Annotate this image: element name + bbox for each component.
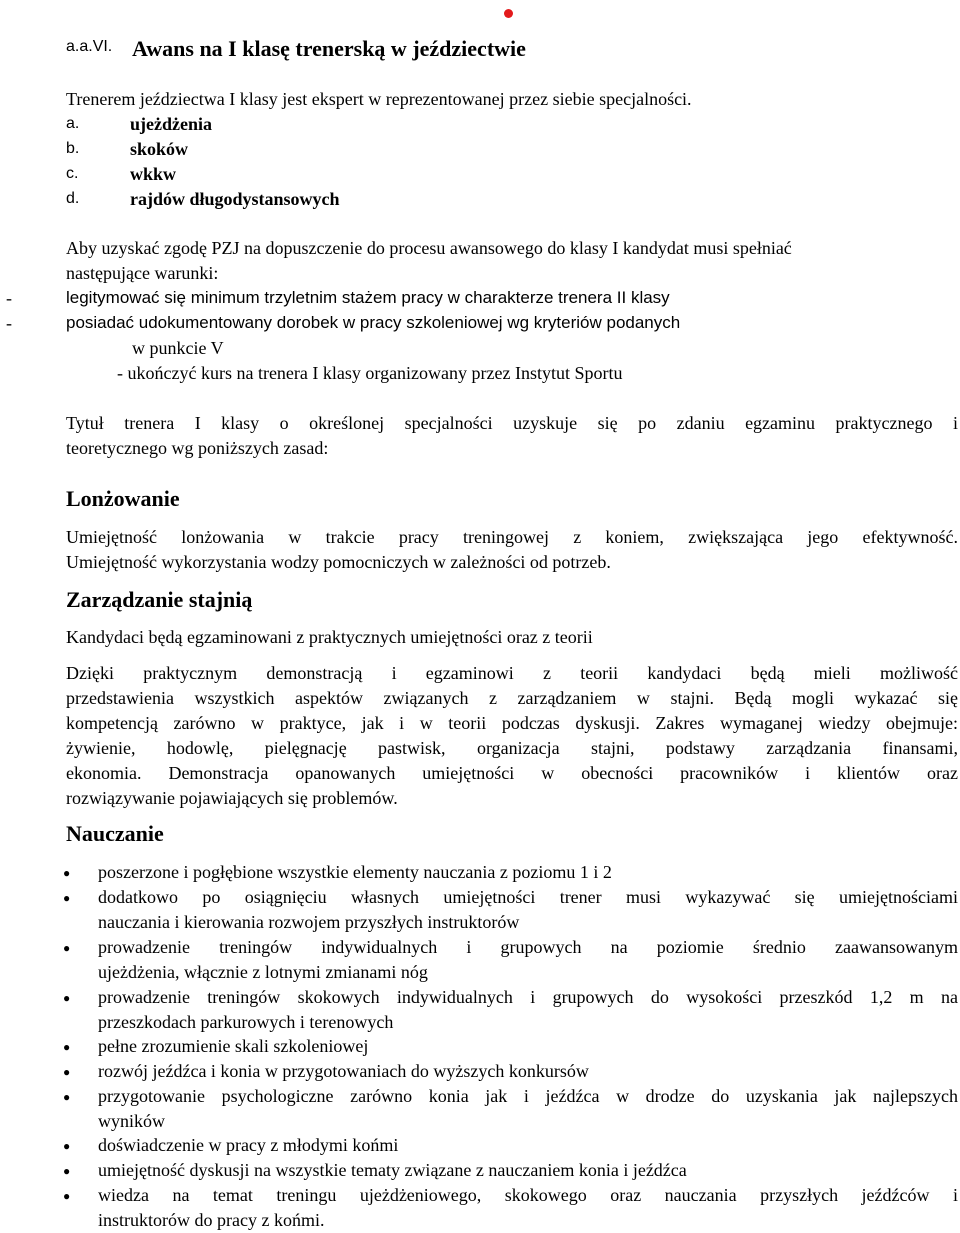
lonzowanie-text: Umiejętność lonżowania w trakcie pracy treningowej z koniem, zwiększająca jego efektywność. [66,527,958,547]
bullet-icon: ● [63,1189,71,1203]
nauczanie-item: przygotowanie psychologiczne zarówno konia jak i jeźdźca w drodze do uzyskania jak najlepszych [98,1086,958,1106]
condition-item: posiadać udokumentowany dorobek w pracy szkoleniowej wg kryteriów podanych [66,313,681,332]
nauczanie-item: nauczania i kierowania rozwojem przyszłych instruktorów [98,912,520,932]
dash-marker: - [6,288,12,308]
nauczanie-item: pełne zrozumienie skali szkoleniowej [98,1036,369,1056]
nauczanie-item: wiedza na temat treningu ujeżdżeniowego, skokowego oraz nauczania przyszłych jeźdźców i [98,1185,958,1205]
nauczanie-item: doświadczenie w pracy z młodymi końmi [98,1135,399,1155]
specialty-marker: d. [66,190,80,207]
nauczanie-item: poszerzone i pogłębione wszystkie elementy nauczania z poziomu 1 i 2 [98,862,612,882]
zarzadzanie-paragraph-line: Dzięki praktycznym demonstracją i egzaminowi z teorii kandydaci będą mieli możliwość [66,663,958,683]
specialty-marker: a. [66,115,80,132]
red-dot-marker [504,9,513,18]
zarzadzanie-paragraph-line: ekonomia. Demonstracja opanowanych umiejętności w obecności pracowników i klientów oraz [66,763,958,783]
nauczanie-item: rozwój jeźdźca i konia w przygotowaniach do wyższych konkursów [98,1061,589,1081]
bullet-icon: ● [63,866,71,880]
bullet-icon: ● [63,1065,71,1079]
zarzadzanie-heading: Zarządzanie stajnią [66,587,253,612]
specialty-item: skoków [130,139,189,159]
specialty-item: wkkw [130,164,177,184]
nauczanie-item: ujeżdżenia, włącznie z lotnymi zmianami nóg [98,962,428,982]
lonzowanie-text: Umiejętność wykorzystania wodzy pomocniczych w zależności od potrzeb. [66,552,611,572]
specialty-marker: b. [66,140,80,157]
section-number: a.a.VI. [66,38,113,55]
nauczanie-item: przeszkodach parkurowych i terenowych [98,1012,394,1032]
section-title: Awans na I klasę trenerską w jeździectwie [132,36,526,61]
condition-item: legitymować się minimum trzyletnim stażem pracy w charakterze trenera II klasy [66,288,670,307]
bullet-icon: ● [63,941,71,955]
conditions-intro: Aby uzyskać zgodę PZJ na dopuszczenie do procesu awansowego do klasy I kandydat musi spełniać [66,238,792,258]
lonzowanie-heading: Lonżowanie [66,486,180,511]
conditions-intro: następujące warunki: [66,263,219,283]
title-paragraph: Tytuł trenera I klasy o określonej specjalności uzyskuje się po zdaniu egzaminu praktycznego i [66,413,958,433]
zarzadzanie-paragraph-line: kompetencją zarówno w praktyce, jak i w teorii podczas dyskusji. Zakres wymaganej wiedzy obejmuje: [66,713,958,733]
bullet-icon: ● [63,1164,71,1178]
nauczanie-item: instruktorów do pracy z końmi. [98,1210,325,1230]
specialty-marker: c. [66,165,79,182]
bullet-icon: ● [63,1040,71,1054]
nauczanie-item: umiejętność dyskusji na wszystkie tematy związane z nauczaniem konia i jeźdźca [98,1160,687,1180]
bullet-icon: ● [63,1139,71,1153]
bullet-icon: ● [63,1090,71,1104]
zarzadzanie-paragraph-line: przedstawienia wszystkich aspektów związanych z zarządzaniem w stajni. Będą mogli wykazać się [66,688,958,708]
nauczanie-item: prowadzenie treningów skokowych indywidualnych i grupowych do wysokości przeszkód 1,2 m na [98,987,958,1007]
dash-marker: - [6,313,12,333]
intro-text: Trenerem jeździectwa I klasy jest ekspert w reprezentowanej przez siebie specjalności. [66,89,692,109]
specialty-item: rajdów długodystansowych [130,189,340,209]
condition-item: w punkcie V [132,338,224,358]
zarzadzanie-paragraph-line: rozwiązywanie pojawiających się problemów. [66,788,398,808]
bullet-icon: ● [63,891,71,905]
nauczanie-item: dodatkowo po osiągnięciu własnych umiejętności trener musi wykazywać się umiejętnościami [98,887,958,907]
zarzadzanie-paragraph-line: żywienie, hodowlę, pielęgnację pastwisk, organizacja stajni, podstawy zarządzania finansami, [66,738,958,758]
condition-item: - ukończyć kurs na trenera I klasy organizowany przez Instytut Sportu [117,363,623,383]
specialty-item: ujeżdżenia [130,114,212,134]
title-paragraph: teoretycznego wg poniższych zasad: [66,438,329,458]
zarzadzanie-text: Kandydaci będą egzaminowani z praktycznych umiejętności oraz z teorii [66,627,593,647]
nauczanie-heading: Nauczanie [66,821,164,846]
nauczanie-item: prowadzenie treningów indywidualnych i grupowych na poziomie średnio zaawansowanym [98,937,958,957]
nauczanie-item: wyników [98,1111,165,1131]
bullet-icon: ● [63,991,71,1005]
